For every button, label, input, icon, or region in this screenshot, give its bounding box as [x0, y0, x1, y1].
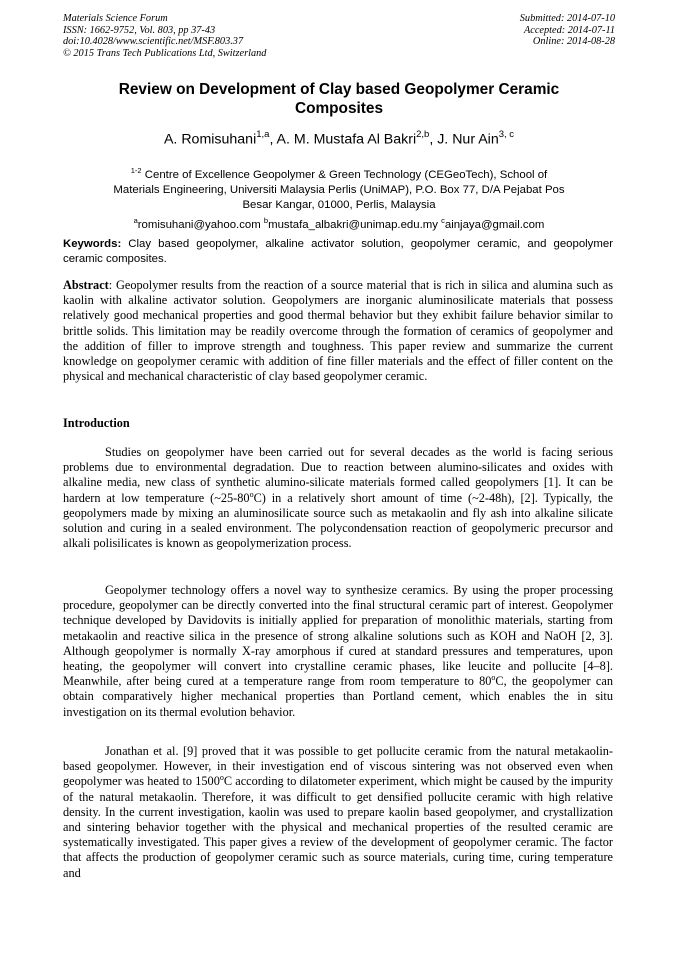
journal-name: Materials Science Forum: [63, 13, 168, 24]
email-b: mustafa_albakri@unimap.edu.my: [268, 219, 442, 232]
paragraph-3: Jonathan et al. [9] proved that it was possible to get pollucite ceramic from the natural metakaolin-based geopolymer. However, in their investigation end of viscous sintering was not observed even when geopolymer was heated to 1500$^o$C according to dilatometer experiment, which might be caused by the impurity of the natural metakaolin. Therefore, it was difficult to get densified pollucite ceramic with high relative density. In the current investigation, kaolin was used to prepare kaolin based geopolymer, and crystallization and sintering behavior together with the physical and mechanical properties of the resulted ceramic are systematically investigated. This paper gives a review of the development of geopolymer ceramic. The factor that affects the production of geopolymer ceramic such as source materials, curing time, curing temperature and: [63, 744, 613, 880]
affiliation: [70, 163, 608, 233]
keywords: [63, 237, 613, 266]
author-2: , A. M. Mustafa Al Bakri: [269, 131, 417, 148]
affiliation-line-2: Materials Engineering, Universiti Malaysia Perlis (UniMAP), P.O. Box 77, D/A Pejabat Pos: [113, 184, 565, 196]
journal-header: [63, 13, 266, 59]
email-a: romisuhani@yahoo.com: [137, 219, 264, 232]
author-1: A. Romisuhani: [163, 131, 257, 148]
copyright: © 2015 Trans Tech Publications Ltd, Switzerland: [63, 47, 267, 59]
issn: ISSN: 1662-9752, Vol. 803, pp 37-43: [63, 24, 216, 36]
email-line: $^a$romisuhani@yahoo.com $^b$mustafa_albakri@unimap.edu.my $^c$ainjaya@gmail.com: [133, 216, 545, 232]
paragraph-2: Geopolymer technology offers a novel way to synthesize ceramics. By using the proper processing procedure, geopolymer can be directly converted into the final structural ceramic part of interest. Geopolymer technique developed by Davidovits is initially applied for preparation of monolithic materials, starting from metakaolin and reactive silica in the presence of strong alkaline solutions such as KOH and NaOH [2, 3]. Although geopolymer is normally X-ray amorphous if cured at standard pressures and temperatures, upon heating, the geopolymer will convert into crystalline ceramic phases, like leucite and pollucite [4–8]. Meanwhile, after being cured at a temperature range from room temperature to 80$^o$C, the geopolymer can obtain comparatively higher mechanical properties than Portland cement, which enables the in situ investigation on its thermal evolution behavior.: [63, 583, 613, 719]
keywords-label: Keywords:: [63, 238, 122, 250]
abstract-text: : Geopolymer results from the reaction of a source material that is rich in silica and alumina such as kaolin with alkaline activator solution. Geopolymers are inorganic aluminosilicate materials that possess relatively good mechanical properties and good thermal behavior but they exhibit failure behavior similar to brittle solids. This limitation may be readily overcome through the formation of ceramics of geopolymer and the addition of filler to improve strength and toughness. This paper review and summarize the current knowledge on geopolymer ceramic with addition of fine filler materials and the effect of filler content on the physical and mechanical characteristic of clay based geopolymer ceramic.: [63, 278, 613, 384]
abstract: [63, 278, 613, 384]
affiliation-line-3: Besar Kangar, 01000, Perlis, Malaysia: [242, 199, 436, 212]
title-line-2: Composites: [294, 100, 384, 117]
keywords-text: Clay based geopolymer, alkaline activator solution, geopolymer ceramic, and geopolymer ceramic composites.: [63, 238, 613, 265]
author-3-sup: 3, c: [498, 129, 515, 140]
author-1-sup: 1,a: [256, 129, 270, 140]
submitted-date: Submitted: 2014-07-10: [519, 13, 615, 24]
author-3: , J. Nur Ain: [429, 131, 499, 148]
paragraph-1: Studies on geopolymer have been carried out for several decades as the world is facing serious problems due to environmental degradation. Due to reaction between alumino-silicates and oxides with alkaline media, new class of synthetic alumino-silicate materials formed called geopolymers [1]. It can be hardern at low temperature (~25-80$^o$C) in a relatively short amount of time (~2-48h), [2]. Typically, the geopolymers made by mixing an aluminosilicate source such as metakaolin and fly ash into alkaline silicate solution and curing in a sealed environment. The polycondensation reaction of geopolymeric precursor and alkali polisilicates is known as geopolymerization process.: [63, 445, 613, 551]
doi: doi:10.4028/www.scientific.net/MSF.803.37: [63, 36, 244, 48]
dates-header: [520, 13, 615, 48]
intro-heading: Introduction: [63, 416, 130, 430]
accepted-date: Accepted: 2014-07-11: [523, 24, 615, 36]
online-date: Online: 2014-08-28: [532, 36, 615, 48]
abstract-label: Abstract: [63, 278, 109, 292]
affiliation-sup: 1-2: [130, 166, 142, 175]
title-line-1: Review on Development of Clay based Geopolymer Ceramic: [118, 81, 560, 98]
paper-title: [70, 80, 608, 118]
email-c: ainjaya@gmail.com: [444, 219, 545, 232]
author-2-sup: 2,b: [416, 129, 430, 140]
affiliation-line-1: $^{1-2}$ Centre of Excellence Geopolymer & Green Technology (CEGeoTech), School of: [130, 166, 548, 181]
author-list: [40, 127, 638, 149]
